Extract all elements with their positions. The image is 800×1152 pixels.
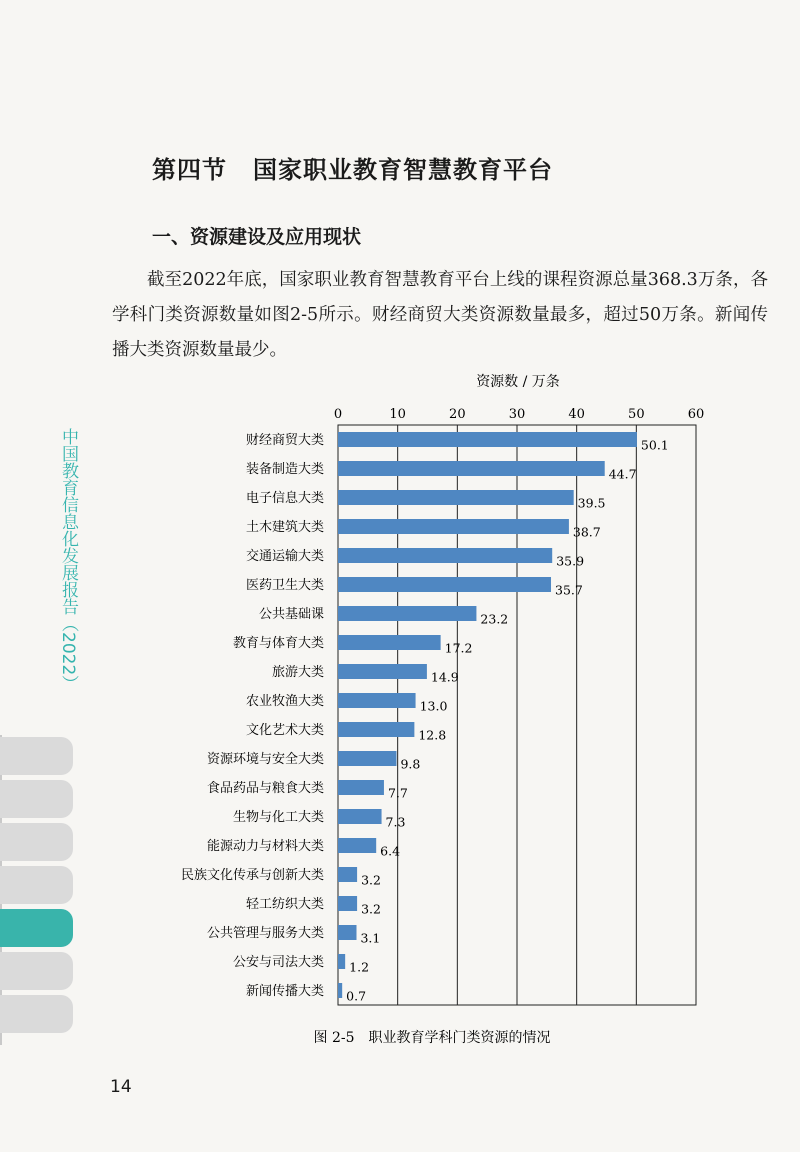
value-label: 44.7 — [608, 466, 637, 482]
figure-caption: 图 2-5 职业教育学科门类资源的情况 — [313, 1030, 551, 1046]
bar — [338, 577, 551, 592]
x-tick-label: 30 — [508, 407, 526, 422]
category-label: 文化艺术大类 — [245, 723, 324, 738]
section-number: 第四节 — [152, 156, 227, 184]
page-number: 14 — [110, 1077, 132, 1097]
category-label: 生物与化工大类 — [232, 810, 324, 825]
x-ticks — [334, 407, 704, 422]
category-label: 交通运输大类 — [245, 549, 324, 564]
x-tick-label: 20 — [449, 407, 466, 422]
category-label: 旅游大类 — [271, 665, 324, 680]
bar — [338, 490, 574, 505]
bar — [338, 635, 441, 650]
category-label: 装备制造大类 — [245, 462, 324, 477]
x-tick-label: 60 — [687, 407, 705, 422]
bar — [338, 954, 345, 969]
value-label: 35.7 — [555, 582, 583, 598]
bar — [338, 722, 414, 737]
bar — [338, 432, 637, 447]
value-label: 23.2 — [480, 611, 509, 627]
bar — [338, 780, 384, 795]
bar — [338, 867, 357, 882]
category-label: 财经商贸大类 — [245, 433, 324, 448]
value-label: 7.3 — [385, 814, 406, 830]
section-name: 国家职业教育智慧教育平台 — [253, 156, 553, 184]
bar — [338, 548, 552, 563]
value-label: 50.1 — [640, 437, 669, 453]
category-label: 医药卫生大类 — [245, 578, 324, 593]
bar — [338, 925, 356, 940]
value-label: 0.7 — [346, 988, 367, 1004]
category-label: 资源环境与安全大类 — [206, 752, 324, 767]
category-label: 公共管理与服务大类 — [206, 926, 324, 941]
x-tick-label: 0 — [333, 407, 343, 422]
bar — [338, 896, 357, 911]
bar — [338, 461, 605, 476]
category-label: 土木建筑大类 — [245, 520, 324, 535]
bar — [338, 693, 416, 708]
bar — [338, 983, 342, 998]
category-label: 教育与体育大类 — [232, 636, 324, 651]
value-label: 3.1 — [360, 930, 381, 946]
value-label: 1.2 — [349, 959, 370, 975]
bars — [181, 432, 669, 1004]
category-label: 轻工纺织大类 — [245, 897, 324, 912]
value-label: 9.8 — [400, 756, 421, 772]
category-label: 民族文化传承与创新大类 — [180, 868, 324, 883]
value-label: 38.7 — [572, 524, 601, 540]
bar — [338, 519, 569, 534]
category-label: 农业牧渔大类 — [245, 694, 324, 709]
value-label: 3.2 — [361, 901, 381, 917]
value-label: 6.4 — [380, 843, 401, 859]
value-label: 17.2 — [444, 640, 473, 656]
subsection-title: 一、资源建设及应用现状 — [152, 226, 362, 248]
bar — [338, 751, 396, 766]
category-label: 能源动力与材料大类 — [206, 839, 324, 854]
value-label: 7.7 — [387, 785, 408, 801]
resource-bar-chart — [0, 360, 800, 1060]
category-label: 新闻传播大类 — [245, 984, 324, 999]
body-paragraph: 截至2022年底，国家职业教育智慧教育平台上线的课程资源总量368.3万条，各学科门类资源数量如图2-5所示。财经商贸大类资源数量最多，超过50万条。新闻传播大类资源数量最少。 — [112, 270, 768, 360]
bar — [338, 809, 382, 824]
value-label: 35.9 — [556, 553, 585, 569]
grid-lines — [398, 425, 637, 1005]
category-label: 电子信息大类 — [245, 491, 324, 506]
x-tick-label: 10 — [389, 407, 406, 422]
x-tick-label: 50 — [628, 407, 645, 422]
x-axis-title: 资源数 / 万条 — [476, 374, 560, 390]
category-label: 公共基础课 — [258, 607, 324, 622]
value-label: 13.0 — [419, 698, 448, 714]
x-tick-label: 40 — [568, 407, 585, 422]
category-label: 公安与司法大类 — [232, 955, 324, 970]
section-title — [152, 150, 553, 185]
category-label: 食品药品与粮食大类 — [206, 781, 324, 796]
value-label: 3.2 — [361, 872, 381, 888]
value-label: 12.8 — [418, 727, 447, 743]
bar — [338, 838, 376, 853]
bar — [338, 664, 427, 679]
value-label: 39.5 — [577, 495, 606, 511]
side-banner: 中国教育信息化发展报告（2022） — [58, 428, 78, 693]
value-label: 14.9 — [430, 669, 459, 685]
bar — [338, 606, 476, 621]
